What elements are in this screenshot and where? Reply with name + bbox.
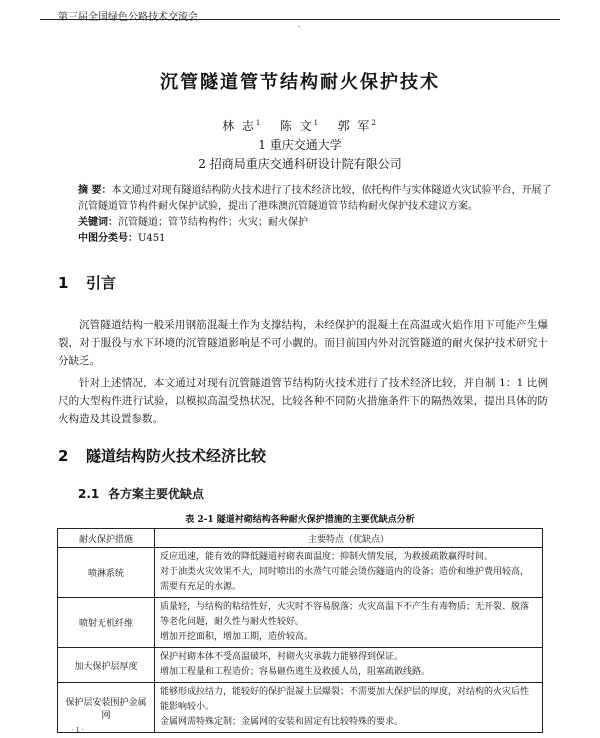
- author-name: 林 志: [222, 119, 256, 133]
- table-row: [58, 683, 543, 733]
- detail-line: 金属网需特殊定制；金属网的安装和固定有比较特殊的要求。: [160, 717, 404, 727]
- table-header-row: [58, 529, 543, 548]
- subsection-title: 各方案主要优缺点: [108, 487, 205, 501]
- author-affiliation-marker: 2: [371, 119, 378, 127]
- paragraph: 沉管隧道结构一般采用钢筋混凝土作为支撑结构，未经保护的混凝土在高温或火焰作用下可能产生爆裂，对于服役与水下环境的沉管隧道影响是不可小觑的。而目前国内外对沉管隧道的耐火保护技术研究十分缺乏。: [58, 319, 548, 367]
- detail-line: 质量轻，与结构的粘结性好，火灾时不容易脱落；火灾高温下不产生有毒物质；无开裂、脱落等老化问题，耐久性与耐火性较好。: [160, 602, 530, 627]
- author-name: 郭 军: [337, 119, 372, 133]
- affiliation-2: 2 招商局重庆交通科研设计院有限公司: [198, 157, 402, 171]
- table-row: [58, 548, 543, 598]
- page-footer-mark: · 1 ·: [72, 727, 84, 734]
- classification: [78, 231, 558, 247]
- table-caption: 表 2-1 隧道衬砌结构各种耐火保护措施的主要优缺点分析: [185, 515, 415, 525]
- column-header: 主要特点（优缺点）: [155, 529, 543, 548]
- abstract-label: 摘 要：: [78, 185, 112, 196]
- clc-value: U451: [138, 233, 166, 244]
- detail-line: 反应迅速，能有效的降低隧道衬砌表面温度；抑制火情发展，为救援疏散赢得时间。: [160, 552, 494, 562]
- detail-line: 能够形成拉结力，能较好的保护混凝土层爆裂；不需要加大保护层的厚度，对结构的火灾后性能影响较小。: [160, 687, 530, 712]
- subsection-number: 2.1: [78, 487, 100, 501]
- column-header: 耐火保护措施: [58, 529, 155, 548]
- section-heading-introduction: [58, 272, 116, 293]
- section-title: 引言: [86, 274, 117, 292]
- affiliation-1: 1 重庆交通大学: [258, 138, 342, 152]
- section-number: 2: [58, 447, 69, 465]
- header-rule: [40, 19, 560, 20]
- measure-name: 喷射无机纤维: [58, 598, 155, 648]
- measure-name: 喷淋系统: [58, 548, 155, 598]
- detail-line: 对于油类火灾效果不大，同时喷出的水蒸气可能会烫伤隧道内的设备；造价和维护费用较高，需要有充足的水源。: [160, 567, 530, 592]
- measure-detail: [155, 683, 543, 733]
- keywords: [78, 215, 558, 231]
- detail-line: 增加开挖面积，增加工期，造价较高。: [160, 632, 314, 642]
- measure-name: 保护层安装围护金属网: [58, 683, 155, 733]
- keywords-text: 沉管隧道；管节结构构件；火灾；耐火保护: [118, 217, 308, 228]
- running-header: 第三届全国绿色公路技术交流会: [58, 12, 198, 23]
- fire-protection-table: [57, 528, 543, 733]
- abstract-text: 本文通过对现有隧道结构防火技术进行了技术经济比较，依托构件与实体隧道火灾试验平台，开展了沉管隧道管节构件耐火保护试验，提出了港珠澳沉管隧道管节结构耐火保护技术建议方案。: [78, 185, 552, 212]
- detail-line: 保护衬砌本体不受高温破坏，衬砌火灾承载力能够得到保证。: [160, 652, 404, 662]
- measure-detail: [155, 548, 543, 598]
- detail-line: 增加工程量和工程造价；容易砸伤逃生及救援人员，阻塞疏散线路。: [160, 667, 431, 677]
- measure-detail: [155, 598, 543, 648]
- table-row: [58, 648, 543, 683]
- section-title: 隧道结构防火技术经济比较: [86, 447, 267, 465]
- abstract-block: [78, 183, 558, 247]
- table-row: [58, 598, 543, 648]
- section-heading-comparison: [58, 445, 266, 466]
- header-mark: ·: [298, 23, 301, 31]
- subsection-heading: [78, 485, 204, 502]
- author-affiliation-marker: 1: [313, 119, 321, 127]
- section-number: 1: [58, 274, 69, 292]
- author-affiliation-marker: 1: [255, 119, 263, 127]
- author-name: 陈 文: [279, 119, 314, 133]
- author-list: [0, 117, 600, 134]
- paragraph: 针对上述情况，本文通过对现有沉管隧道管节结构防火技术进行了技术经济比较，并自制 1：1 比例尺的大型构件进行试验，以模拟高温受热状况，比较各种不同防火措施条件下的隔热效果，提出具体的防火构造及其设置参数。: [58, 377, 548, 425]
- introduction-body: [58, 316, 548, 428]
- clc-label: 中图分类号：: [78, 233, 138, 244]
- paper-title: 沉管隧道管节结构耐火保护技术: [160, 72, 440, 93]
- measure-name: 加大保护层厚度: [58, 648, 155, 683]
- keywords-label: 关键词：: [78, 217, 118, 228]
- abstract: [78, 183, 558, 215]
- measure-detail: [155, 648, 543, 683]
